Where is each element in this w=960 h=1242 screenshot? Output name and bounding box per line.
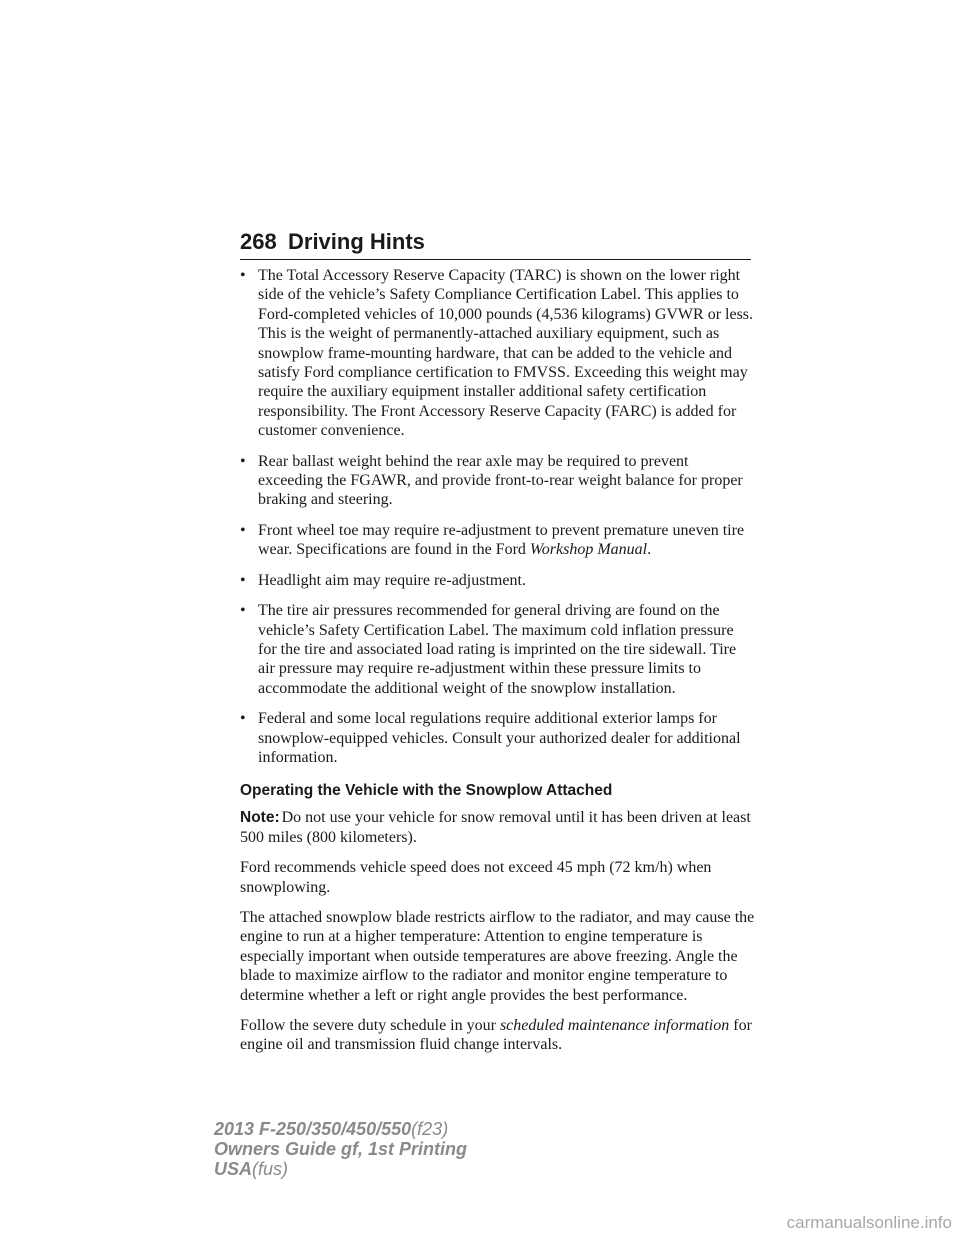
footer-printing-line: Owners Guide gf, 1st Printing	[214, 1139, 468, 1159]
workshop-manual-reference: Workshop Manual	[529, 541, 648, 559]
footer-model-code: (f23)	[411, 1119, 449, 1139]
bullet-icon: •	[240, 267, 246, 284]
list-item	[240, 709, 756, 767]
list-item-text: Headlight aim may require re-adjustment.	[258, 571, 526, 589]
footer-market: USA	[214, 1159, 253, 1179]
note-paragraph	[240, 808, 756, 847]
bullet-icon: •	[240, 452, 246, 470]
list-item-text: The tire air pressures recommended for general driving are found on the vehicle’s Safety Certification Label. The maximum cold inflation pressure for the tire and associated load rating is imprinted on the tire sidewall. Tire air pressure may require re-adjustment within these pressure limits to accommodate the additional weight of the snowplow installation.	[258, 602, 737, 697]
bullet-list	[240, 266, 756, 767]
bullet-icon: •	[240, 710, 246, 728]
bullet-icon: •	[240, 521, 246, 539]
section-title: Driving Hints	[288, 229, 425, 254]
list-item-text: The Total Accessory Reserve Capacity (TARC) is shown on the lower right side of the vehicle’s Safety Compliance Certification Label. This applies to Ford-completed vehicles of 10,000 pounds (4,536 kilograms) GVWR or less. This is the weight of permanently-attached auxiliary equipment, such as snowplow frame-mounting hardware, that can be added to the vehicle and satisfy Ford compliance certification to FMVSS. Exceeding this weight may require the auxiliary equipment installer additional safety certification responsibility. The Front Accessory Reserve Capacity (FARC) is added for customer convenience.	[258, 267, 754, 440]
list-item	[240, 571, 756, 590]
body-paragraph: Ford recommends vehicle speed does not exceed 45 mph (72 km/h) when snowplowing.	[240, 859, 712, 896]
footer-market-line	[214, 1159, 467, 1179]
list-item-tail: .	[647, 541, 652, 559]
list-item	[240, 266, 756, 441]
list-item	[240, 601, 756, 698]
bullet-icon: •	[240, 602, 246, 620]
list-item-text: Front wheel toe may require re-adjustment to prevent premature uneven tire wear. Specifications are found in the Ford	[258, 521, 745, 559]
list-item-text: Federal and some local regulations require additional exterior lamps for snowplow-equipped vehicles. Consult your authorized dealer for additional information.	[258, 710, 741, 766]
maintenance-paragraph	[240, 1016, 756, 1055]
document-footer	[214, 1119, 467, 1179]
footer-market-code: (fus)	[252, 1159, 289, 1179]
body-paragraph: The attached snowplow blade restricts airflow to the radiator, and may cause the engine to run at a higher temperature: Attention to engine temperature is especially important when outside temperatures are above freezing. Angle the blade to maximize airflow to the radiator and monitor engine temperature to determine whether a left or right angle provides the best performance.	[240, 908, 755, 1004]
list-item	[240, 521, 756, 560]
page-number: 268	[240, 229, 277, 254]
footer-model-line	[214, 1119, 467, 1139]
watermark-text: carmanualsonline.info	[786, 1213, 952, 1232]
maintenance-reference: scheduled maintenance information	[499, 1017, 730, 1034]
footer-model: 2013 F-250/350/450/550	[214, 1119, 412, 1139]
note-label: Note:	[240, 809, 280, 827]
list-item-text: Rear ballast weight behind the rear axle may be required to prevent exceeding the FGAWR, and provide front-to-rear weight balance for proper braking and steering.	[258, 452, 743, 509]
list-item	[240, 452, 756, 510]
header-divider	[240, 259, 751, 260]
bullet-icon: •	[240, 571, 246, 589]
paragraph-tail: for engine oil and transmission fluid change intervals.	[240, 1017, 752, 1054]
page-header	[240, 229, 760, 255]
section-subheading: Operating the Vehicle with the Snowplow Attached	[240, 782, 613, 800]
page-body	[240, 266, 756, 1066]
paragraph-lead: Follow the severe duty schedule in your	[240, 1017, 500, 1034]
note-text: Do not use your vehicle for snow removal until it has been driven at least 500 miles (800 kilometers).	[240, 809, 751, 846]
